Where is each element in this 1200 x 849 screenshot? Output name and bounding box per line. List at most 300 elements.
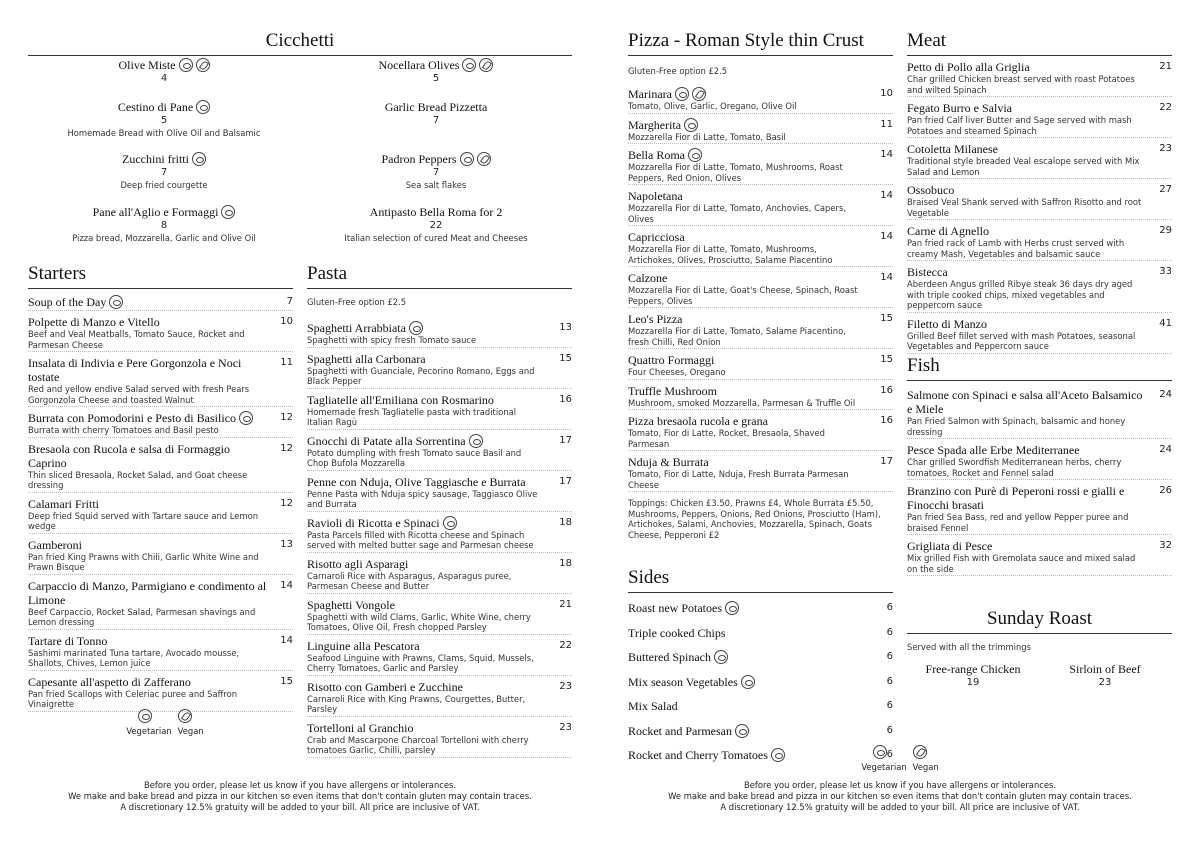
item-price: 11 <box>280 357 293 368</box>
item-description: Beef and Veal Meatballs, Tomato Sauce, Rocket and Parmesan Cheese <box>28 329 245 350</box>
item-name: Marinara <box>628 87 672 101</box>
item-description: Char grilled Swordfish Mediterranean herbs, cherry tomatoes, Rocket and Fennel salad <box>907 457 1122 478</box>
item-price: 22 <box>1159 102 1172 113</box>
item-name: Bistecca <box>907 265 948 279</box>
meat-item <box>907 142 1172 179</box>
vegetarian-icon <box>469 434 483 448</box>
item-name: Triple cooked Chips <box>628 625 726 640</box>
cicchetti-title: Cicchetti <box>265 30 335 51</box>
item-name: Pane all'Aglio e Formaggi <box>92 205 219 219</box>
item-name: Leo's Pizza <box>628 312 683 326</box>
starters-item <box>28 442 293 493</box>
pasta-item <box>307 352 572 389</box>
item-description: Deep fried courgette <box>120 180 208 190</box>
item-price: 23 <box>559 680 572 692</box>
footer-line: We make and bake bread and pizza in our kitchen so even items that don't contain gluten may contain traces. <box>68 791 532 801</box>
vegetarian-icon <box>460 152 474 166</box>
dotted-divider <box>907 575 1172 576</box>
item-price: 14 <box>880 231 893 242</box>
item-name: Rocket and Cherry Tomatoes <box>628 748 768 762</box>
item-price: 29 <box>1159 225 1172 236</box>
sunday-roast-item <box>907 662 1039 690</box>
item-price: 7 <box>160 167 168 178</box>
cicchetti-item <box>300 100 572 128</box>
meat-section <box>907 30 1172 358</box>
dotted-divider <box>628 307 893 308</box>
dotted-divider <box>307 675 572 676</box>
item-price: 16 <box>880 384 893 396</box>
sides-item <box>628 626 893 647</box>
starters-item <box>28 295 293 311</box>
divider <box>28 55 572 56</box>
item-description: Mushroom, smoked Mozzarella, Parmesan & Truffle Oil <box>628 397 856 408</box>
sides-item <box>628 699 893 720</box>
item-description: Potato dumpling with fresh Tomato sauce Basil and Chop Bufola Mozzarella <box>307 447 522 468</box>
vegetarian-icon <box>239 411 253 425</box>
item-name: Tagliatelle all'Emiliana con Rosmarino <box>307 392 494 407</box>
item-name: Rocket and Parmesan <box>628 723 732 738</box>
item-description: Mix grilled Fish with Gremolata sauce and mixed salad on the side <box>907 553 1136 574</box>
vegetarian-icon <box>221 205 235 219</box>
fish-item <box>907 443 1172 480</box>
starters-item <box>28 675 293 712</box>
dotted-divider <box>907 479 1172 480</box>
item-price: 23 <box>559 721 572 733</box>
item-description: Pan fried Sea Bass, red and yellow Pepper puree and braised Fennel <box>907 512 1129 533</box>
pizza-item <box>628 312 893 349</box>
toppings-note: Toppings: Chicken £3.50, Prawns £4, Whole Burrata £5.50, Mushrooms, Peppers, Onions, Red Onions, Prosciutto (Ham), Artichokes, Salami, Anchovies, Mozzarella, Spinach, Goats Cheese, Pepperoni £2 <box>628 498 881 540</box>
item-price: 6 <box>886 626 893 638</box>
dotted-divider <box>28 310 293 311</box>
item-name: Zucchini fritti <box>122 152 189 166</box>
item-name: Garlic Bread Pizzetta <box>384 100 488 114</box>
legend-vegetarian-label: Vegetarian <box>126 726 172 736</box>
pasta-item <box>307 639 572 676</box>
item-name: Carpaccio di Manzo, Parmigiano e condimento al Limone <box>28 578 267 607</box>
fish-item <box>907 388 1172 439</box>
dotted-divider <box>28 574 293 575</box>
item-description: Penne Pasta with Nduja spicy sausage, Taggiasco Olive and Burrata <box>307 488 538 509</box>
vegetarian-icon <box>714 650 728 664</box>
legend-vegetarian-label: Vegetarian <box>861 762 907 772</box>
dotted-divider <box>28 351 293 352</box>
cicchetti-item <box>28 152 300 191</box>
item-description: Carnaroli Rice with Asparagus, Asparagus puree, Parmesan Cheese and Butter <box>307 570 512 591</box>
item-name: Gamberoni <box>28 537 82 552</box>
dotted-divider <box>907 178 1172 179</box>
divider <box>907 55 1172 56</box>
item-name: Gnocchi di Patate alla Sorrentina <box>307 433 466 448</box>
fish-item <box>907 539 1172 576</box>
gluten-free-note: Gluten-Free option £2.5 <box>628 66 728 76</box>
dotted-divider <box>628 491 893 492</box>
item-description: Mozzarella Fior di Latte, Goat's Cheese, Spinach, Roast Peppers, Olives <box>628 285 858 306</box>
dotted-divider <box>907 534 1172 535</box>
item-price: 41 <box>1159 317 1172 329</box>
pasta-list <box>307 321 572 758</box>
item-price: 12 <box>280 442 293 454</box>
item-price: 6 <box>886 675 893 687</box>
divider <box>907 633 1172 634</box>
pasta-section <box>307 263 572 762</box>
item-description: Mozzarella Fior di Latte, Tomato, Anchovies, Capers, Olives <box>628 203 846 224</box>
item-price: 12 <box>280 497 293 509</box>
item-description: Mozzarella Fior di Latte, Tomato, Salame Piacentino, fresh Chilli, Red Onion <box>628 326 846 347</box>
item-price: 7 <box>286 296 293 307</box>
item-price: 22 <box>429 220 443 231</box>
item-description: Mozzarella Fior di Latte, Tomato, Mushrooms, Roast Peppers, Red Onion, Olives <box>628 162 843 183</box>
item-name: Olive Miste <box>118 58 176 72</box>
dotted-divider <box>307 757 572 758</box>
item-name: Risotto con Gamberi e Zucchine <box>307 679 463 694</box>
sides-item <box>628 650 893 671</box>
meat-title: Meat <box>907 30 947 51</box>
pizza-item <box>628 384 893 411</box>
item-price: 21 <box>559 598 572 610</box>
dotted-divider <box>907 353 1172 354</box>
item-name: Petto di Pollo alla Griglia <box>907 60 1030 74</box>
meat-item <box>907 265 1172 313</box>
dotted-divider <box>28 406 293 407</box>
item-name: Ossobuco <box>907 183 955 197</box>
sides-list <box>628 601 893 769</box>
item-name: Pesce Spada alle Erbe Mediterranee <box>907 443 1080 457</box>
vegetarian-icon <box>179 58 193 72</box>
item-name: Nocellara Olives <box>378 58 460 72</box>
item-description: Grilled Beef fillet served with mash Potatoes, seasonal Vegetables and Peppercorn sauce <box>907 330 1136 351</box>
pasta-item <box>307 321 572 348</box>
dotted-divider <box>628 450 893 451</box>
item-price: 6 <box>886 700 893 711</box>
footer-line: We make and bake bread and pizza in our kitchen so even items that don't contain gluten may contain traces. <box>668 791 1132 801</box>
item-description: Sashimi marinated Tuna tartare, Avocado mousse, Shallots, Chives, Lemon juice <box>28 647 240 668</box>
item-name: Salmone con Spinaci e salsa all'Aceto Balsamico e Miele <box>907 388 1143 416</box>
item-price: 15 <box>559 352 572 364</box>
item-price: 18 <box>559 557 572 569</box>
item-price: 7 <box>432 167 440 178</box>
item-description: Thin sliced Bresaola, Rocket Salad, and Goat cheese dressing <box>28 469 248 490</box>
item-name: Roast new Potatoes <box>628 601 722 615</box>
item-description: Spaghetti with Guanciale, Pecorino Romano, Eggs and Black Pepper <box>307 365 535 386</box>
dotted-divider <box>307 347 572 348</box>
item-description: Red and yellow endive Salad served with fresh Pears Gorgonzola Cheese and toasted Walnut <box>28 384 250 405</box>
item-description: Deep fried Squid served with Tartare sauce and Lemon wedge <box>28 510 258 531</box>
footer-note <box>640 780 1160 813</box>
item-price: 17 <box>559 475 572 487</box>
divider <box>907 380 1172 381</box>
pizza-item <box>628 230 893 267</box>
vegetarian-icon <box>771 748 785 762</box>
dotted-divider <box>628 266 893 267</box>
item-name: Calamari Fritti <box>28 496 99 511</box>
sunday-roast-note: Served with all the trimmings <box>907 642 1031 652</box>
dotted-divider <box>628 348 893 349</box>
item-name: Pizza bresaola rucola e grana <box>628 414 768 428</box>
dotted-divider <box>907 96 1172 97</box>
item-name: Calzone <box>628 271 668 285</box>
pizza-title: Pizza - Roman Style thin Crust <box>628 30 864 51</box>
dotted-divider <box>28 533 293 534</box>
sides-item <box>628 601 893 622</box>
item-name: Spaghetti Vongole <box>307 597 395 612</box>
starters-item <box>28 411 293 438</box>
item-name: Quattro Formaggi <box>628 353 715 367</box>
gluten-free-note: Gluten-Free option £2.5 <box>307 297 407 307</box>
item-price: 14 <box>280 634 293 646</box>
vegetarian-icon <box>725 601 739 615</box>
dotted-divider <box>307 388 572 389</box>
item-name: Buttered Spinach <box>628 650 711 664</box>
item-name: Fegato Burro e Salvia <box>907 101 1012 115</box>
item-description: Burrata with cherry Tomatoes and Basil pesto <box>28 425 219 435</box>
vegetarian-icon <box>873 745 887 759</box>
item-description: Italian selection of cured Meat and Cheeses <box>344 233 528 243</box>
footer-line: A discretionary 12.5% gratuity will be added to your bill. All price are inclusive of VAT. <box>720 802 1080 812</box>
pasta-item <box>307 475 572 512</box>
dotted-divider <box>307 429 572 430</box>
divider <box>28 288 293 289</box>
item-description: Pan fried Calf liver Butter and Sage served with mash Potatoes and steamed Spinach <box>907 115 1132 136</box>
item-description: Pizza bread, Mozzarella, Garlic and Olive Oil <box>72 233 256 243</box>
pizza-item <box>628 353 893 380</box>
item-name: Sirloin of Beef <box>1069 662 1141 676</box>
item-name: Soup of the Day <box>28 295 107 309</box>
cicchetti-item <box>28 205 300 244</box>
item-name: Mix Salad <box>628 699 678 713</box>
pizza-item <box>628 414 893 451</box>
dotted-divider <box>907 219 1172 220</box>
item-description: Seafood Linguine with Prawns, Clams, Squid, Mussels, Cherry Tomatoes, Garlic and Parsley <box>307 652 534 673</box>
item-name: Bella Roma <box>628 148 685 162</box>
dotted-divider <box>628 113 893 114</box>
dotted-divider <box>28 437 293 438</box>
item-name: Linguine alla Pescatora <box>307 638 420 653</box>
divider <box>628 55 893 56</box>
item-name: Mix season Vegetables <box>628 674 738 689</box>
dotted-divider <box>907 260 1172 261</box>
item-price: 17 <box>559 434 572 446</box>
item-description: Spaghetti with spicy fresh Tomato sauce <box>307 335 477 345</box>
footer-note <box>40 780 560 813</box>
item-name: Carne di Agnello <box>907 224 989 238</box>
vegetarian-icon <box>462 58 476 72</box>
vegan-icon <box>913 745 927 759</box>
item-description: Tomato, Olive, Garlic, Oregano, Olive Oil <box>628 101 797 111</box>
item-name: Insalata di Indivia e Pere Gorgonzola e Noci tostate <box>28 356 242 384</box>
footer-line: Before you order, please let us know if you have allergens or intolerances. <box>743 780 1057 790</box>
vegetarian-icon <box>675 87 689 101</box>
right-page <box>600 0 1200 849</box>
pasta-item <box>307 680 572 717</box>
vegan-icon <box>196 58 210 72</box>
sides-item <box>628 748 893 769</box>
dotted-divider <box>28 670 293 671</box>
legend-vegan-label: Vegan <box>912 762 939 772</box>
item-name: Tortelloni al Granchio <box>307 720 414 735</box>
item-price: 5 <box>432 73 440 84</box>
cicchetti-item <box>300 58 572 86</box>
item-price: 24 <box>1159 389 1172 400</box>
pizza-item <box>628 189 893 226</box>
vegetarian-icon <box>741 675 755 689</box>
item-description: Sea salt flakes <box>405 180 467 190</box>
fish-section <box>907 355 1172 580</box>
dotted-divider <box>628 225 893 226</box>
vegetarian-icon <box>688 148 702 162</box>
starters-title: Starters <box>28 263 87 284</box>
fish-title: Fish <box>907 355 940 376</box>
pizza-item <box>628 118 893 145</box>
vegan-icon <box>477 152 491 166</box>
item-name: Penne con Nduja, Olive Taggiasche e Burrata <box>307 474 526 489</box>
fish-item <box>907 484 1172 535</box>
item-price: 24 <box>1159 444 1172 455</box>
item-price: 15 <box>880 354 893 365</box>
dotted-divider <box>307 634 572 635</box>
item-name: Grigliata di Pesce <box>907 539 993 553</box>
item-name: Branzino con Purè di Peperoni rossi e gialli e Finocchi brasati <box>907 484 1125 512</box>
fish-list <box>907 388 1172 576</box>
cicchetti-item <box>28 100 300 139</box>
diet-legend <box>120 709 210 736</box>
item-name: Cestino di Pane <box>117 100 194 114</box>
item-description: Mozzarella Fior di Latte, Tomato, Basil <box>628 131 786 142</box>
pizza-item <box>628 455 893 492</box>
item-price: 23 <box>1098 677 1112 688</box>
item-name: Truffle Mushroom <box>628 383 718 398</box>
item-price: 32 <box>1159 540 1172 551</box>
item-description: Crab and Mascarpone Charcoal Tortelloni with cherry tomatoes Garlic, Chilli, parsley <box>307 734 529 755</box>
item-price: 13 <box>559 322 572 333</box>
item-description: Pasta Parcels filled with Ricotta cheese and Spinach served with melted butter sage and Parmesan cheese <box>307 529 534 550</box>
vegan-icon <box>692 87 706 101</box>
item-price: 13 <box>280 538 293 550</box>
item-name: Ravioli di Ricotta e Spinaci <box>307 515 440 530</box>
sides-item <box>628 675 893 696</box>
pasta-item <box>307 516 572 553</box>
diet-legend <box>855 745 945 772</box>
pasta-item <box>307 557 572 594</box>
item-price: 12 <box>280 412 293 423</box>
item-price: 17 <box>880 456 893 467</box>
dotted-divider <box>628 143 893 144</box>
item-price: 23 <box>1159 143 1172 154</box>
item-description: Char grilled Chicken breast served with roast Potatoes and wilted Spinach <box>907 74 1135 95</box>
dotted-divider <box>628 379 893 380</box>
item-price: 10 <box>880 88 893 99</box>
pasta-item <box>307 434 572 471</box>
item-description: Beef Carpaccio, Rocket Salad, Parmesan shavings and Lemon dressing <box>28 606 256 627</box>
sides-title: Sides <box>628 567 670 588</box>
item-price: 8 <box>160 220 168 231</box>
item-description: Spaghetti with wild Clams, Garlic, White Wine, cherry Tomatoes, Olive Oil, Fresh chopped Parsley <box>307 611 531 632</box>
item-name: Tartare di Tonno <box>28 633 108 648</box>
item-name: Capricciosa <box>628 230 685 244</box>
item-price: 18 <box>559 516 572 528</box>
item-price: 19 <box>966 677 980 688</box>
item-name: Filetto di Manzo <box>907 316 987 331</box>
item-price: 6 <box>886 602 893 613</box>
vegetarian-icon <box>443 516 457 530</box>
item-price: 21 <box>1159 61 1172 72</box>
vegan-icon <box>178 709 192 723</box>
item-description: Braised Veal Shank served with Saffron Risotto and root Vegetable <box>907 197 1142 218</box>
dotted-divider <box>307 552 572 553</box>
item-name: Polpette di Manzo e Vitello <box>28 315 160 329</box>
item-description: Pan Fried Salmon with Spinach, balsamic and honey dressing <box>907 416 1126 437</box>
item-name: Antipasto Bella Roma for 2 <box>369 205 503 219</box>
cicchetti-section <box>28 30 572 56</box>
vegetarian-icon <box>735 724 749 738</box>
footer-line: A discretionary 12.5% gratuity will be added to your bill. All price are inclusive of VAT. <box>120 802 480 812</box>
item-description: Four Cheeses, Oregano <box>628 367 726 377</box>
meat-item <box>907 183 1172 220</box>
dotted-divider <box>907 312 1172 313</box>
item-name: Padron Peppers <box>381 152 457 166</box>
cicchetti-item <box>300 152 572 191</box>
item-price: 15 <box>880 313 893 324</box>
item-price: 5 <box>160 115 168 126</box>
starters-list <box>28 295 293 712</box>
item-price: 16 <box>559 393 572 405</box>
sunday-roast-section <box>907 608 1172 690</box>
item-price: 11 <box>880 118 893 130</box>
sides-section <box>628 567 893 773</box>
item-description: Carnaroli Rice with King Prawns, Courgettes, Butter, Parsley <box>307 693 526 714</box>
item-name: Bresaola con Rucola e salsa di Formaggio Caprino <box>28 441 230 470</box>
meat-item <box>907 317 1172 354</box>
cicchetti-item <box>300 205 572 244</box>
item-name: Free-range Chicken <box>925 662 1021 676</box>
item-description: Homemade Bread with Olive Oil and Balsamic <box>67 128 261 138</box>
vegetarian-icon <box>192 152 206 166</box>
dotted-divider <box>307 511 572 512</box>
meat-item <box>907 60 1172 97</box>
sides-item <box>628 724 893 745</box>
item-description: Pan fried rack of Lamb with Herbs crust served with creamy Mash, Vegetables and balsamic sauce <box>907 238 1125 259</box>
vegetarian-icon <box>409 321 423 335</box>
item-name: Cotoletta Milanese <box>907 142 998 156</box>
dotted-divider <box>628 184 893 185</box>
starters-section <box>28 263 293 716</box>
item-description: Tomato, Fior di Latte, Nduja, Fresh Burrata Parmesan Cheese <box>628 469 849 490</box>
dotted-divider <box>907 438 1172 439</box>
meat-list <box>907 60 1172 354</box>
starters-item <box>28 315 293 352</box>
item-description: Pan fried King Prawns with Chili, Garlic White Wine and Prawn Bisque <box>28 551 259 572</box>
sunday-roast-title: Sunday Roast <box>986 608 1093 629</box>
starters-item <box>28 634 293 671</box>
cicchetti-item <box>28 58 300 86</box>
meat-item <box>907 101 1172 138</box>
sunday-roast-item <box>1039 662 1171 690</box>
item-price: 15 <box>280 675 293 687</box>
item-price: 7 <box>432 115 440 126</box>
starters-item <box>28 497 293 534</box>
item-price: 16 <box>880 415 893 426</box>
item-price: 10 <box>280 316 293 327</box>
item-name: Spaghetti alla Carbonara <box>307 351 426 366</box>
pasta-item <box>307 598 572 635</box>
item-price: 6 <box>886 724 893 736</box>
starters-item <box>28 579 293 630</box>
dotted-divider <box>307 470 572 471</box>
dotted-divider <box>28 492 293 493</box>
item-price: 14 <box>880 149 893 160</box>
pizza-item <box>628 148 893 185</box>
item-name: Margherita <box>628 117 682 132</box>
item-price: 27 <box>1159 184 1172 195</box>
